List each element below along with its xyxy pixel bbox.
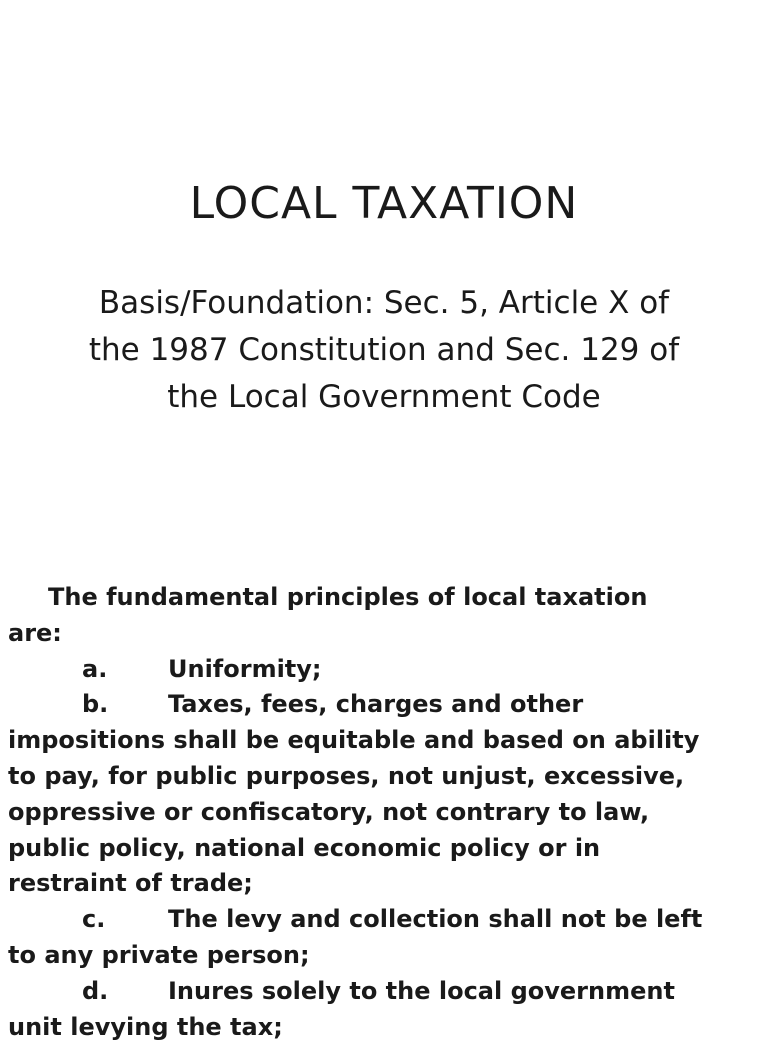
principles-text [8, 580, 760, 1045]
list-item-c [8, 902, 760, 938]
list-marker: b. [82, 690, 109, 719]
list-item-continuation: oppressive or confiscatory, not contrary to law, [8, 797, 650, 826]
list-item-continuation: impositions shall be equitable and based on ability [8, 726, 700, 755]
subtitle-line: the Local Government Code [167, 379, 601, 415]
intro-line: The fundamental principles of local taxation [48, 583, 648, 611]
subtitle-line: the 1987 Constitution and Sec. 129 of [88, 332, 680, 368]
list-marker: a. [82, 654, 108, 683]
list-marker: d. [82, 976, 109, 1005]
document-title: LOCAL TAXATION [189, 178, 579, 229]
document-subtitle [30, 280, 738, 421]
list-item-a [8, 652, 760, 688]
list-item-continuation: restraint of trade; [8, 869, 253, 898]
subtitle-line: Basis/Foundation: Sec. 5, Article X of [98, 285, 670, 321]
list-item-text: Uniformity; [168, 654, 322, 683]
list-item-text: Inures solely to the local government [168, 976, 675, 1005]
list-item-continuation: unit levying the tax; [8, 1012, 283, 1041]
list-item-continuation: to pay, for public purposes, not unjust, excessive, [8, 761, 685, 790]
list-item-text: The levy and collection shall not be left [168, 905, 703, 934]
intro-line: are: [8, 618, 62, 647]
list-item-text: Taxes, fees, charges and other [168, 690, 584, 719]
list-item-b [8, 687, 760, 723]
list-item-d [8, 974, 760, 1010]
list-item-continuation: public policy, national economic policy or in [8, 833, 601, 862]
list-item-continuation: to any private person; [8, 940, 310, 969]
list-marker: c. [82, 905, 106, 934]
